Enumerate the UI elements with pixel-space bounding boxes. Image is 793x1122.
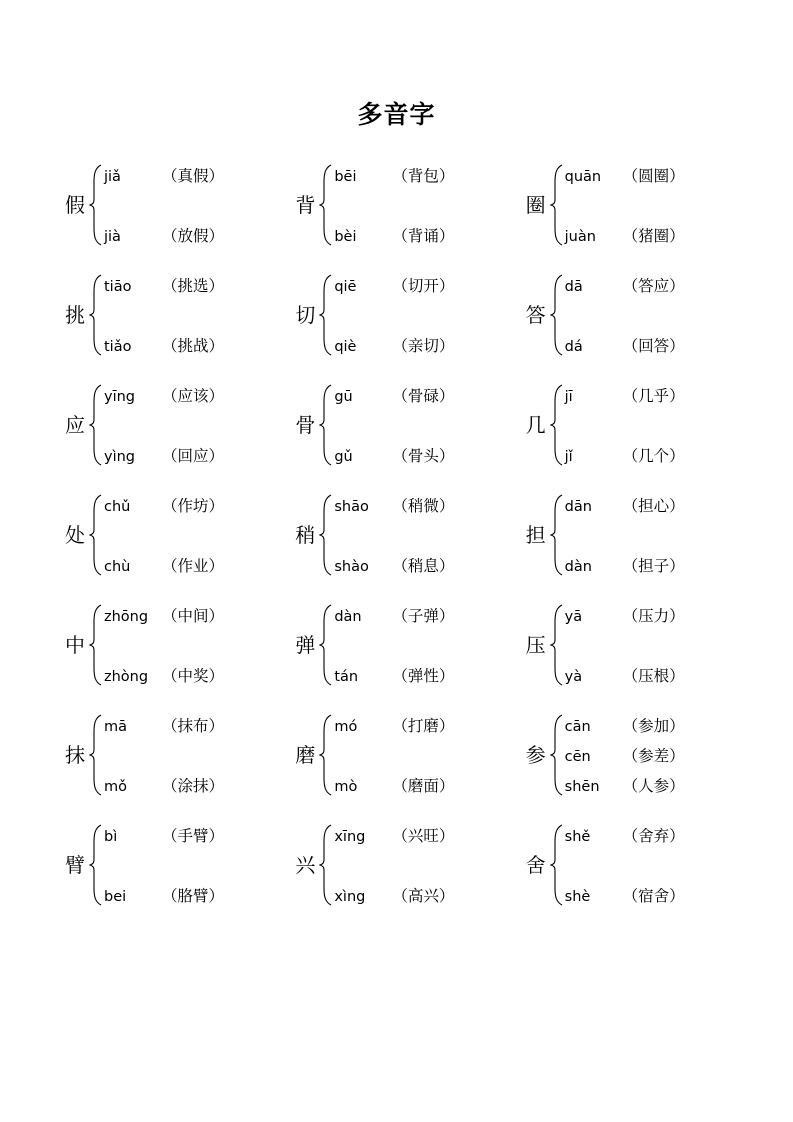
pinyin-text: bēi: [334, 169, 357, 185]
polyphone-group: [292, 593, 522, 697]
polyphone-group: [523, 813, 753, 917]
brace-icon: [319, 382, 332, 468]
brace-icon: [89, 272, 102, 358]
reading-entry: [104, 884, 292, 906]
example-word: （挑选）: [162, 277, 225, 295]
head-character: 担: [525, 523, 546, 547]
reading-list: [104, 272, 292, 358]
pinyin-text: gǔ: [334, 449, 353, 465]
reading-entry: [334, 494, 522, 516]
example-word: （真假）: [162, 167, 225, 185]
example-word: （挑战）: [162, 337, 225, 355]
pinyin-text: shào: [334, 559, 369, 575]
brace-icon: [319, 822, 332, 908]
reading-entry: [104, 554, 292, 576]
example-word: （回应）: [162, 447, 225, 465]
example-word: （背诵）: [392, 227, 455, 245]
pinyin-text: shè: [564, 889, 591, 905]
polyphone-group: [292, 813, 522, 917]
reading-entry: [334, 604, 522, 626]
reading-entry: [104, 494, 292, 516]
example-word: （背包）: [392, 167, 455, 185]
reading-entry: [565, 494, 753, 516]
example-word: （胳臂）: [162, 887, 225, 905]
brace-icon: [89, 712, 102, 798]
head-character: 几: [525, 413, 546, 437]
head-character: 应: [65, 413, 85, 437]
polyphone-group: [523, 263, 753, 367]
brace-icon: [89, 602, 102, 688]
head-character: 挑: [65, 303, 85, 327]
head-character: 稍: [295, 523, 316, 547]
example-word: （涂抹）: [162, 777, 225, 795]
example-word: （磨面）: [392, 777, 455, 795]
pinyin-text: jī: [564, 389, 573, 405]
pinyin-text: tiǎo: [104, 339, 132, 355]
example-word: （放假）: [162, 227, 225, 245]
reading-entry: [334, 384, 522, 406]
example-word: （几乎）: [622, 387, 685, 405]
reading-list: [565, 602, 753, 688]
brace-icon: [550, 272, 563, 358]
brace-icon: [89, 162, 102, 248]
pinyin-text: shě: [564, 829, 591, 845]
polyphone-group: [62, 373, 292, 477]
head-character: 舍: [525, 853, 546, 877]
head-character: 臂: [65, 853, 85, 877]
reading-list: [104, 712, 292, 798]
reading-entry: [334, 714, 522, 736]
reading-entry: [104, 714, 292, 736]
reading-list: [565, 382, 753, 468]
example-word: （人参）: [622, 777, 685, 795]
reading-entry: [565, 824, 753, 846]
example-word: （骨碌）: [392, 387, 455, 405]
pinyin-text: dàn: [334, 609, 362, 625]
pinyin-text: mā: [104, 719, 128, 735]
pinyin-text: qiē: [334, 279, 357, 295]
pinyin-text: mǒ: [104, 779, 127, 795]
reading-list: [104, 162, 292, 248]
polyphone-row: [62, 263, 753, 373]
head-character: 骨: [295, 413, 316, 437]
pinyin-text: tán: [334, 669, 359, 685]
brace-icon: [319, 492, 332, 578]
polyphone-group: [62, 483, 292, 587]
reading-list: [104, 602, 292, 688]
reading-entry: [104, 384, 292, 406]
reading-list: [565, 492, 753, 578]
pinyin-text: jǐ: [564, 449, 573, 465]
reading-entry: [565, 274, 753, 296]
reading-list: [334, 712, 522, 798]
polyphone-row: [62, 153, 753, 263]
reading-entry: [104, 664, 292, 686]
pinyin-text: bei: [104, 889, 127, 905]
reading-entry: [104, 444, 292, 466]
example-word: （回答）: [622, 337, 685, 355]
reading-list: [104, 492, 292, 578]
pinyin-text: mò: [334, 779, 358, 795]
pinyin-text: zhòng: [104, 669, 149, 685]
reading-entry: [565, 664, 753, 686]
pinyin-text: xīng: [334, 829, 366, 845]
polyphone-group: [292, 703, 522, 807]
polyphone-group: [292, 483, 522, 587]
head-character: 弹: [295, 633, 316, 657]
reading-entry: [334, 824, 522, 846]
pinyin-text: shēn: [564, 779, 600, 795]
example-word: （骨头）: [392, 447, 455, 465]
example-word: （中奖）: [162, 667, 225, 685]
head-character: 假: [65, 193, 85, 217]
example-word: （应该）: [162, 387, 225, 405]
head-character: 压: [525, 633, 546, 657]
reading-entry: [565, 554, 753, 576]
brace-icon: [550, 492, 563, 578]
brace-icon: [550, 822, 563, 908]
head-character: 答: [525, 303, 546, 327]
polyphone-group: [292, 373, 522, 477]
polyphone-group: [62, 153, 292, 257]
polyphone-grid: [0, 153, 793, 923]
reading-list: [334, 382, 522, 468]
polyphone-row: [62, 483, 753, 593]
brace-icon: [319, 602, 332, 688]
page-title: 多音字: [357, 100, 436, 129]
reading-entry: [104, 334, 292, 356]
reading-list: [334, 822, 522, 908]
polyphone-group: [523, 593, 753, 697]
head-character: 抹: [65, 743, 85, 767]
pinyin-text: mó: [334, 719, 358, 735]
pinyin-text: tiāo: [104, 279, 132, 295]
polyphone-row: [62, 813, 753, 923]
reading-entry: [334, 774, 522, 796]
polyphone-row: [62, 703, 753, 813]
reading-entry: [334, 334, 522, 356]
pinyin-text: yā: [564, 609, 583, 625]
pinyin-text: bì: [104, 829, 118, 845]
head-character: 磨: [295, 743, 316, 767]
example-word: （担子）: [622, 557, 685, 575]
brace-icon: [550, 602, 563, 688]
pinyin-text: yīng: [104, 389, 136, 405]
example-word: （抹布）: [162, 717, 225, 735]
polyphone-group: [62, 703, 292, 807]
brace-icon: [550, 162, 563, 248]
brace-icon: [89, 822, 102, 908]
reading-entry: [334, 884, 522, 906]
reading-list: [565, 162, 753, 248]
example-word: （作业）: [162, 557, 225, 575]
polyphone-row: [62, 373, 753, 483]
pinyin-text: yìng: [104, 449, 136, 465]
example-word: （兴旺）: [392, 827, 455, 845]
reading-entry: [334, 224, 522, 246]
reading-list: [334, 272, 522, 358]
reading-entry: [565, 774, 753, 796]
example-word: （稍息）: [392, 557, 455, 575]
polyphone-row: [62, 593, 753, 703]
reading-entry: [334, 444, 522, 466]
reading-entry: [565, 744, 753, 766]
example-word: （担心）: [622, 497, 685, 515]
polyphone-group: [62, 263, 292, 367]
example-word: （宿舍）: [622, 887, 685, 905]
brace-icon: [319, 712, 332, 798]
example-word: （高兴）: [392, 887, 455, 905]
pinyin-text: dān: [564, 499, 592, 515]
example-word: （压根）: [622, 667, 685, 685]
pinyin-text: chǔ: [104, 499, 131, 515]
head-character: 背: [295, 193, 316, 217]
head-character: 兴: [295, 853, 316, 877]
pinyin-text: qiè: [334, 339, 357, 355]
pinyin-text: dā: [564, 279, 583, 295]
reading-entry: [565, 224, 753, 246]
head-character: 中: [65, 633, 85, 657]
reading-entry: [565, 164, 753, 186]
brace-icon: [89, 492, 102, 578]
polyphone-group: [523, 483, 753, 587]
reading-entry: [565, 334, 753, 356]
pinyin-text: cēn: [564, 749, 591, 765]
pinyin-text: dá: [564, 339, 583, 355]
brace-icon: [550, 382, 563, 468]
example-word: （打磨）: [392, 717, 455, 735]
brace-icon: [550, 712, 563, 798]
reading-entry: [104, 274, 292, 296]
reading-entry: [334, 664, 522, 686]
pinyin-text: juàn: [564, 229, 596, 245]
pinyin-text: gū: [334, 389, 353, 405]
example-word: （圆圈）: [622, 167, 685, 185]
example-word: （手臂）: [162, 827, 225, 845]
reading-entry: [565, 884, 753, 906]
reading-list: [334, 492, 522, 578]
reading-list: [104, 382, 292, 468]
brace-icon: [319, 162, 332, 248]
pinyin-text: bèi: [334, 229, 357, 245]
example-word: （答应）: [622, 277, 685, 295]
polyphone-group: [292, 153, 522, 257]
reading-entry: [104, 164, 292, 186]
reading-entry: [104, 774, 292, 796]
pinyin-text: dàn: [564, 559, 592, 575]
example-word: （中间）: [162, 607, 225, 625]
pinyin-text: chù: [104, 559, 131, 575]
reading-entry: [565, 714, 753, 736]
example-word: （切开）: [392, 277, 455, 295]
pinyin-text: cān: [564, 719, 591, 735]
example-word: （舍弃）: [622, 827, 685, 845]
polyphone-group: [523, 373, 753, 477]
head-character: 参: [525, 743, 546, 767]
pinyin-text: shāo: [334, 499, 369, 515]
polyphone-group: [62, 593, 292, 697]
pinyin-text: xìng: [334, 889, 366, 905]
reading-entry: [334, 554, 522, 576]
reading-entry: [104, 224, 292, 246]
example-word: （稍微）: [392, 497, 455, 515]
reading-list: [104, 822, 292, 908]
reading-entry: [565, 444, 753, 466]
reading-entry: [104, 604, 292, 626]
pinyin-text: jià: [104, 229, 121, 245]
brace-icon: [89, 382, 102, 468]
reading-list: [334, 162, 522, 248]
example-word: （猪圈）: [622, 227, 685, 245]
example-word: （几个）: [622, 447, 685, 465]
polyphone-group: [62, 813, 292, 917]
pinyin-text: jiǎ: [104, 169, 121, 185]
head-character: 圈: [525, 193, 546, 217]
example-word: （亲切）: [392, 337, 455, 355]
polyphone-group: [523, 703, 753, 807]
example-word: （作坊）: [162, 497, 225, 515]
reading-entry: [104, 824, 292, 846]
pinyin-text: quān: [564, 169, 602, 185]
reading-entry: [565, 384, 753, 406]
head-character: 处: [65, 523, 85, 547]
example-word: （子弹）: [392, 607, 455, 625]
polyphone-group: [292, 263, 522, 367]
example-word: （压力）: [622, 607, 685, 625]
example-word: （弹性）: [392, 667, 455, 685]
reading-list: [565, 272, 753, 358]
brace-icon: [319, 272, 332, 358]
example-word: （参加）: [622, 717, 685, 735]
reading-entry: [334, 164, 522, 186]
reading-entry: [334, 274, 522, 296]
polyphone-group: [523, 153, 753, 257]
reading-entry: [565, 604, 753, 626]
pinyin-text: yà: [564, 669, 583, 685]
pinyin-text: zhōng: [104, 609, 149, 625]
reading-list: [565, 822, 753, 908]
example-word: （参差）: [622, 747, 685, 765]
reading-list: [334, 602, 522, 688]
reading-list: [565, 712, 753, 798]
head-character: 切: [295, 303, 316, 327]
